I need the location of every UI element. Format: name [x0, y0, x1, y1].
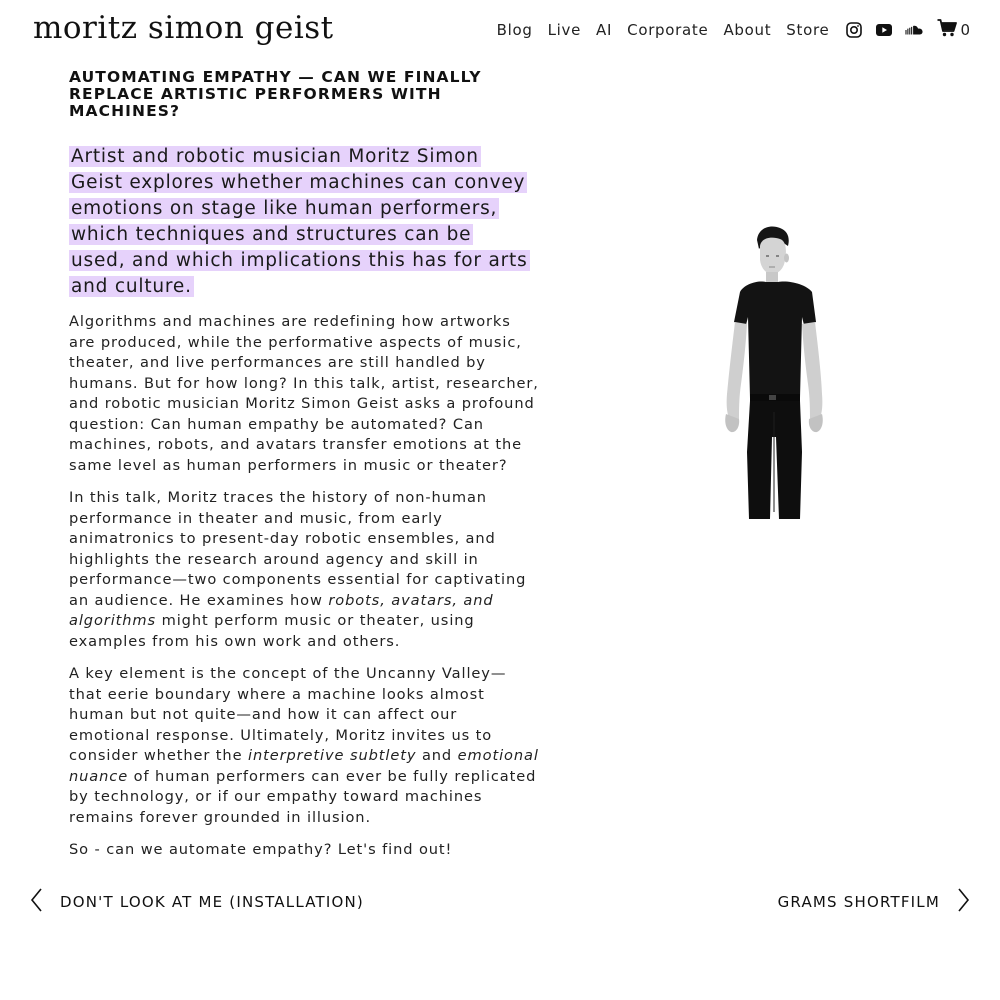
next-post-label: GRAMS SHORTFILM	[777, 893, 940, 911]
prev-post-label: DON'T LOOK AT ME (INSTALLATION)	[60, 893, 364, 911]
nav-corporate[interactable]: Corporate	[627, 21, 709, 39]
lede-highlight: Artist and robotic musician Moritz Simon Geist explores whether machines can convey emotions on stage like human performers, which techniques and structures can be used, and which implications this has for arts and culture.	[71, 146, 528, 297]
youtube-icon[interactable]	[875, 21, 893, 39]
site-logo[interactable]: moritz simon geist	[33, 10, 334, 46]
p3-emphasis-2: emotional nuance	[69, 747, 539, 785]
chevron-left-icon	[30, 888, 42, 916]
soundcloud-icon[interactable]	[905, 21, 923, 39]
p2-text-b: might perform music or theater, using examples from his own work and others.	[69, 612, 475, 650]
p3-text-a: A key element is the concept of the Uncanny Valley—that eerie boundary where a machine looks almost human but not quite—and how it can affect our emotional response. Ultimately, Moritz invites us to consider whether the	[69, 665, 507, 764]
p3-emphasis-1: interpretive subtlety	[247, 747, 417, 764]
article-lede	[69, 144, 529, 300]
cart-count: 0	[960, 21, 970, 39]
article-paragraph-4: So - can we automate empathy? Let's find out!	[69, 841, 453, 858]
article-title: AUTOMATING EMPATHY — CAN WE FINALLY REPLACE ARTISTIC PERFORMERS WITH MACHINES?	[69, 68, 482, 120]
article-content	[69, 69, 539, 873]
instagram-icon[interactable]	[845, 21, 863, 39]
article-paragraph-3	[69, 664, 539, 828]
article-paragraph-2	[69, 488, 539, 652]
p3-text-b: and	[416, 747, 458, 764]
prev-post-link[interactable]	[30, 888, 364, 916]
social-links	[845, 21, 923, 39]
p3-text-c: of human performers can ever be fully replicated by technology, or if our empathy toward machines remains forever grounded in illusion.	[69, 767, 537, 826]
chevron-right-icon	[958, 888, 970, 916]
nav-live[interactable]: Live	[547, 21, 582, 39]
artist-portrait	[714, 222, 834, 519]
cart-icon	[937, 19, 957, 41]
nav-about[interactable]: About	[723, 21, 772, 39]
next-post-link[interactable]	[778, 888, 970, 916]
nav-blog[interactable]: Blog	[496, 21, 533, 39]
article-paragraph-1: Algorithms and machines are redefining how artworks are produced, while the performative aspects of music, theater, and live performances are still handled by humans. But for how long? In this talk, artist, researcher, and robotic musician Moritz Simon Geist asks a profound question: Can human empathy be automated? Can machines, robots, and avatars transfer emotions at the same level as human performers in music or theater?	[69, 313, 539, 474]
site-header	[0, 0, 1000, 60]
nav-store[interactable]: Store	[786, 21, 830, 39]
p2-emphasis: robots, avatars, and algorithms	[69, 591, 494, 629]
main-nav	[497, 19, 970, 41]
cart-button[interactable]	[937, 19, 970, 41]
pagination	[0, 882, 1000, 922]
nav-ai[interactable]: AI	[596, 21, 613, 39]
p2-text-a: In this talk, Moritz traces the history of non-human performance in theater and music, from early animatronics to present-day robotic ensembles, and highlights the research around agency and skill in performance—two components essential for captivating an audience. He examines how	[69, 489, 527, 609]
